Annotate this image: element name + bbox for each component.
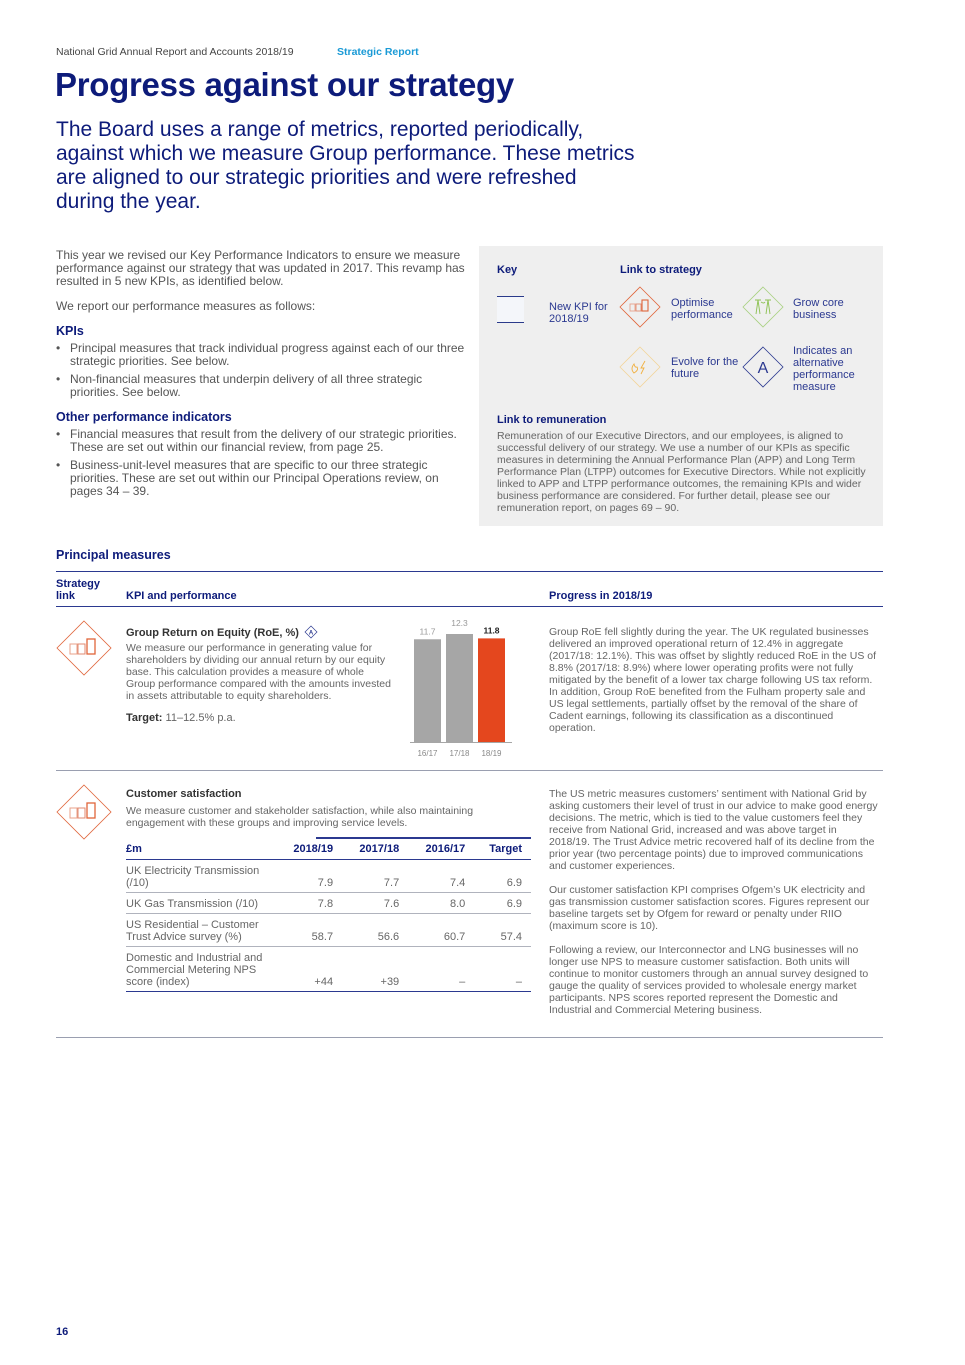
- progress-paragraph: Our customer satisfaction KPI comprises Ofgem’s UK electricity and gas transmission customer satisfaction scores. Figures represent our baseline targets set by Ofgem for reward or penalty under RIIO (maximum score is 10).: [549, 884, 870, 932]
- table-cell: 7.6: [342, 893, 408, 914]
- list-item: • Non-financial measures that underpin delivery of all three strategic priorities. See below.: [56, 373, 466, 399]
- table-row: [126, 947, 531, 992]
- bar-18/19: [478, 638, 505, 742]
- customer-title: Customer satisfaction: [126, 788, 242, 800]
- customer-progress: [549, 788, 879, 1028]
- link-to-strategy-label: Link to strategy: [620, 264, 702, 276]
- divider: [56, 1037, 883, 1038]
- strategy-label: Optimise performance: [671, 297, 733, 321]
- table-header: 2017/18: [342, 837, 408, 860]
- strategy-label: Indicates an alternative performance measure: [793, 345, 855, 393]
- roe-title: Group Return on Equity (RoE, %): [126, 627, 299, 639]
- list-item: • Principal measures that track individual progress against each of our three strategic priorities. See below.: [56, 342, 466, 368]
- col-strategy-link: Strategy link: [56, 578, 101, 602]
- divider: [56, 606, 883, 607]
- table-cell: Domestic and Industrial and Commercial Metering NPS score (index): [126, 947, 276, 992]
- kpi-description: We measure our performance in generating value for shareholders by dividing our annual return by our equity base. This calculation provides a measure of whole Group performance compared with the amounts invested in assets attributable to equity shareholders.: [126, 642, 391, 702]
- bar-17/18: [446, 634, 473, 742]
- table-cell: 58.7: [276, 914, 342, 947]
- page-number: 16: [56, 1326, 69, 1338]
- table-row: [126, 893, 531, 914]
- table-header: 2018/19: [276, 837, 342, 860]
- key-box: [479, 246, 883, 526]
- table-row: [126, 860, 531, 893]
- table-cell: 60.7: [408, 914, 474, 947]
- roe-progress: Group RoE fell slightly during the year. The UK regulated businesses delivered an improved operational return of 12.4% in aggregate (2017/18: 12.1%). This was offset by slightly reduced RoE in the US of 8.8% (2017/18: 8.9%) where lower operating profits were not fully mitigated by the benefit of a lower tax charge following US tax reform. In addition, Group RoE benefited from the Fulham property sale and US legal settlements, partially offset by the removal of the share of Cadent earnings, following its classification as a discontinued operation.: [549, 626, 877, 734]
- data-label: 11.8: [483, 625, 500, 636]
- divider: [56, 770, 883, 771]
- x-tick-label: 16/17: [417, 749, 438, 758]
- bar-16/17: [414, 639, 441, 742]
- table-cell: +44: [276, 947, 342, 992]
- section-link[interactable]: Strategic Report: [337, 46, 419, 58]
- table-cell: 6.9: [474, 860, 531, 893]
- new-kpi-swatch: [497, 296, 524, 323]
- kpis-heading: KPIs: [56, 324, 84, 338]
- principal-measures-heading: Principal measures: [56, 548, 171, 562]
- target-label: Target:: [126, 712, 163, 724]
- target-value: 11–12.5% p.a.: [165, 712, 236, 724]
- list-item: • Business-unit-level measures that are specific to our three strategic priorities. These are set out within our Principal Operations review, on pages 34 – 39.: [56, 459, 466, 498]
- kpi-target: [126, 712, 236, 724]
- apm-glyph: A: [757, 360, 769, 377]
- table-cell: –: [408, 947, 474, 992]
- table-cell: UK Gas Transmission (/10): [126, 893, 276, 914]
- table-header-row: [126, 837, 531, 860]
- report-name: National Grid Annual Report and Accounts 2018/19: [56, 46, 294, 58]
- customer-description: We measure customer and stakeholder satisfaction, while also maintaining engagement with these groups and improving service levels.: [126, 805, 474, 829]
- strategy-label: Grow core business: [793, 297, 844, 321]
- table-cell: 6.9: [474, 893, 531, 914]
- apm-glyph: A: [308, 630, 314, 637]
- table-cell: 56.6: [342, 914, 408, 947]
- intro-paragraph: We report our performance measures as follows:: [56, 299, 316, 313]
- col-progress: Progress in 2018/19: [549, 590, 653, 602]
- table-cell: UK Electricity Transmission (/10): [126, 860, 276, 893]
- remuneration-text: Remuneration of our Executive Directors, and our employees, is aligned to successful delivery of our strategy. We use a number of our KPIs as specific measures in determining the Annual Performance Plan (APP) and Long Term Performance Plan (LTPP) outcomes for Executive Directors. While not explicitly linked to APP and LTPP performance outcomes, the remaining KPIs and wider business performance are considered. For further detail, please see our remuneration report, on pages 69 – 90.: [497, 430, 866, 514]
- x-tick-label: 17/18: [449, 749, 470, 758]
- new-kpi-label: New KPI for 2018/19: [549, 301, 608, 325]
- bar-chart-icon: [56, 620, 112, 676]
- intro-paragraph: This year we revised our Key Performance Indicators to ensure we measure performance against our strategy that was updated in 2017. This revamp has resulted in 5 new KPIs, as identified below.: [56, 248, 465, 288]
- customer-satisfaction-table: [126, 837, 531, 992]
- letter-a-icon: [742, 346, 784, 388]
- data-label: 11.7: [419, 626, 436, 637]
- x-tick-label: 18/19: [481, 749, 502, 758]
- other-indicators-list: [56, 428, 466, 498]
- table-cell: 8.0: [408, 893, 474, 914]
- list-item: • Financial measures that result from the delivery of our strategic priorities. These are set out within our financial review, from page 25.: [56, 428, 466, 454]
- roe-bar-chart: [408, 615, 518, 765]
- divider: [56, 571, 883, 572]
- col-kpi: KPI and performance: [126, 590, 237, 602]
- intro-section: [56, 249, 466, 503]
- pylon-icon: [742, 286, 784, 328]
- bar-chart-icon: [56, 784, 112, 840]
- table-cell: +39: [342, 947, 408, 992]
- table-cell: 57.4: [474, 914, 531, 947]
- table-cell: US Residential – Customer Trust Advice survey (%): [126, 914, 276, 947]
- page-title: Progress against our strategy: [55, 66, 514, 103]
- bar-chart-icon: [619, 286, 661, 328]
- table-header: £m: [126, 837, 276, 860]
- table-header: Target: [474, 837, 531, 860]
- table-cell: –: [474, 947, 531, 992]
- progress-paragraph: The US metric measures customers’ sentiment with National Grid by asking customers their level of trust in our advice to make good energy decisions. The metric, which is tied to the value customers feel they receive from National Grid, increased and was above target in 2018/19. The Trust Advice metric recovered half of its decline from the prior year (two percentage points) due to improved communications and customer experiences.: [549, 788, 878, 872]
- kpis-list: [56, 342, 466, 399]
- remuneration-heading: Link to remuneration: [497, 414, 607, 426]
- flame-bolt-icon: [619, 346, 661, 388]
- table-cell: 7.8: [276, 893, 342, 914]
- table-row: [126, 914, 531, 947]
- strategy-label: Evolve for the future: [671, 356, 739, 380]
- kpi-title: [126, 625, 318, 639]
- table-cell: 7.4: [408, 860, 474, 893]
- apm-icon: [304, 625, 318, 639]
- data-label: 12.3: [451, 618, 468, 628]
- page-subtitle: The Board uses a range of metrics, reported periodically, against which we measure Group performance. These metrics are aligned to our strategic priorities and were refreshed during the year.: [56, 118, 635, 213]
- table-cell: 7.7: [342, 860, 408, 893]
- progress-paragraph: Following a review, our Interconnector and LNG businesses will no longer use NPS to measure customer satisfaction. Both units will continue to monitor customers through an annual survey designed to gauge the quality of services provided to wholesale energy market participants. NPS scores reported represent the Domestic and Industrial and Commercial Metering business.: [549, 944, 869, 1016]
- table-cell: 7.9: [276, 860, 342, 893]
- key-label: Key: [497, 264, 518, 276]
- table-header: 2016/17: [408, 837, 474, 860]
- other-indicators-heading: Other performance indicators: [56, 410, 232, 424]
